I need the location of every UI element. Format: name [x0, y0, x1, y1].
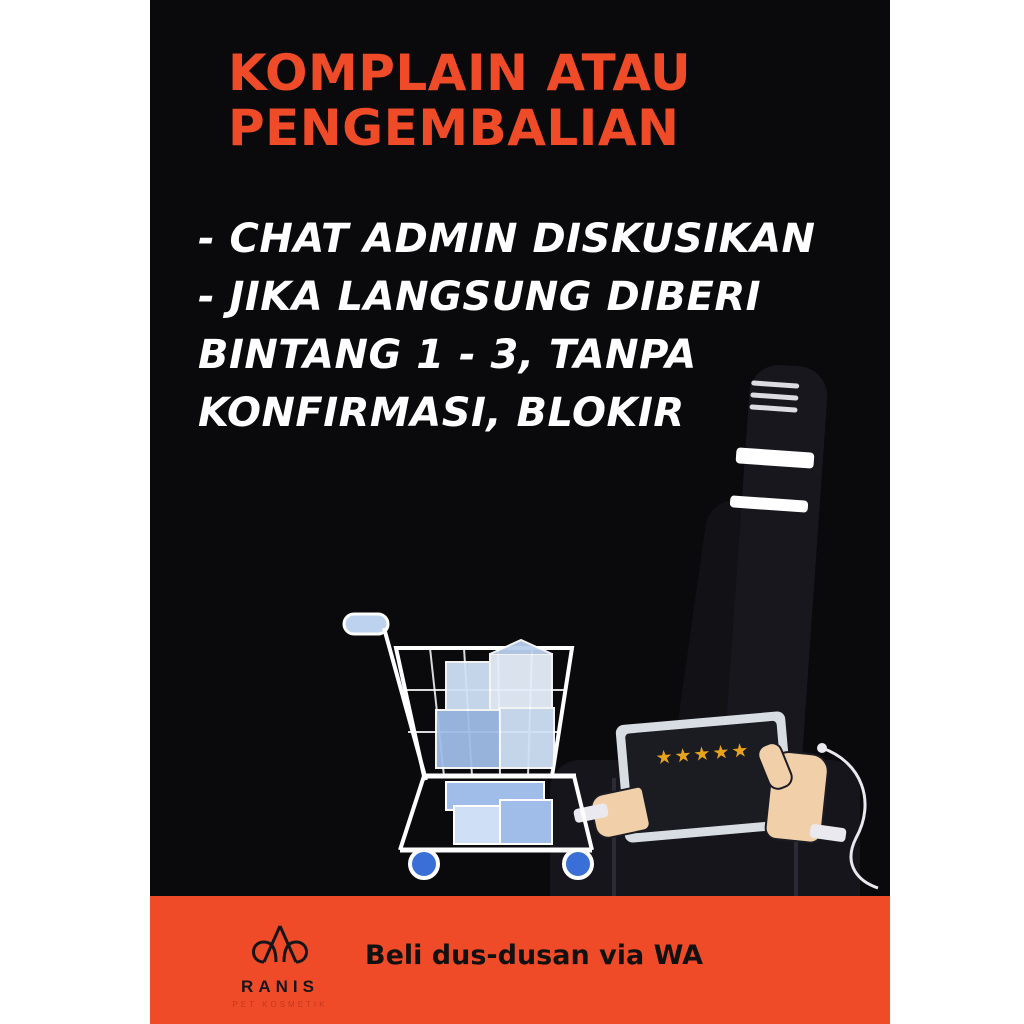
brand-tagline: PET KOSMETIK [232, 1000, 328, 1009]
body-line-4: KONFIRMASI, BLOKIR [198, 390, 685, 436]
headline-line-2: PENGEMBALIAN [228, 99, 680, 157]
body-line-1: - CHAT ADMIN DISKUSIKAN [198, 216, 816, 262]
page-title [228, 46, 868, 156]
poster-card [150, 0, 890, 1024]
star-rating-icon: ★★★★★ [654, 739, 752, 770]
ranis-logo-icon [210, 918, 350, 970]
brand-name: RANIS [241, 977, 319, 996]
shoe-stripes-icon [749, 380, 800, 423]
earphone-cord-icon [816, 742, 886, 892]
footer-cta-text: Beli dus-dusan via WA [365, 940, 704, 971]
brand-logo [210, 918, 350, 1009]
body-line-2: - JIKA LANGSUNG DIBERI [198, 274, 762, 320]
right-margin [874, 0, 1024, 1024]
body-line-3: BINTANG 1 - 3, TANPA [198, 332, 697, 378]
headline-line-1: KOMPLAIN ATAU [228, 44, 692, 102]
left-margin [0, 0, 150, 1024]
shopping-cart-icon [340, 600, 640, 900]
footer-bar [150, 896, 890, 1024]
